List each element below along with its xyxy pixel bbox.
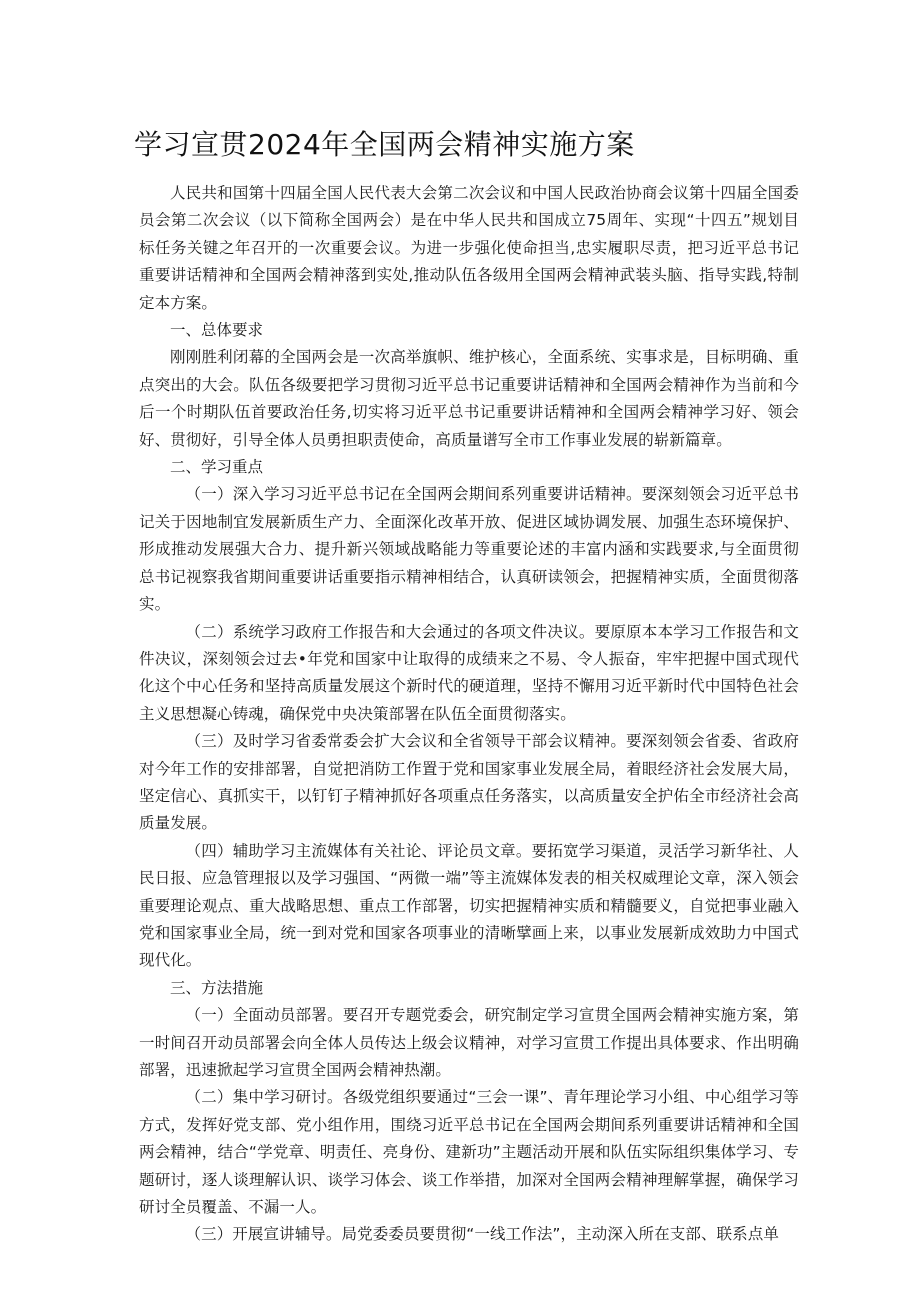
study-focus-item-4: （四）辅助学习主流媒体有关社论、评论员文章。要拓宽学习渠道，灵活学习新华社、人民日报、应急管理报以及学习强国、“两微一端”等主流媒体发表的相关权威理论文章，深入领会重要理论观点、重大战略思想、重点工作部署，切实把握精神实质和精髓要义，自觉把事业融入党和国家事业全局，统一到对党和国家各项事业的清晰擘画上来，以事业发展新成效助力中国式现代化。	[139, 841, 799, 970]
methods-item-3: （三）开展宣讲辅导。局党委委员要贯彻“一线工作法”，主动深入所在支部、联系点单	[185, 1225, 779, 1244]
intro-paragraph: 人民共和国第十四届全国人民代表大会第二次会议和中国人民政治协商会议第十四届全国委员会第二次会议（以下简称全国两会）是在中华人民共和国成立75周年、实现“十四五”规划目标任务关键之年召开的一次重要会议。为进一步强化使命担当,忠实履职尽责，把习近平总书记重要讲话精神和全国两会精神落到实处,推动队伍各级用全国两会精神武装头脑、指导实践,特制定本方案。	[139, 184, 799, 312]
study-focus-item-2: （二）系统学习政府工作报告和大会通过的各项文件决议。要原原本本学习工作报告和文件决议，深刻领会过去•年党和国家中让取得的成绩来之不易、令人振奋，牢牢把握中国式现代化这个中心任务和坚持高质量发展这个新时代的硬道理，坚持不懈用习近平新时代中国特色社会主义思想凝心铸魂，确保党中央决策部署在队伍全面贯彻落实。	[139, 622, 799, 723]
study-focus-item-1: （一）深入学习习近平总书记在全国两会期间系列重要讲话精神。要深刻领会习近平总书记关于因地制宜发展新质生产力、全面深化改革开放、促进区域协调发展、加强生态环境保护、形成推动发展强大合力、提升新兴领域战略能力等重要论述的丰富内涵和实践要求,与全面贯彻总书记视察我省期间重要讲话重要指示精神相结合，认真研读领会，把握精神实质，全面贯彻落实。	[139, 485, 799, 614]
methods-item-1: （一）全面动员部署。要召开专题党委会，研究制定学习宣贯全国两会精神实施方案，第一时间召开动员部署会向全体人员传达上级会议精神，对学习宣贯工作提出具体要求、作出明确部署，迅速掀起学习宣贯全国两会精神热潮。	[139, 1006, 799, 1079]
section-heading-study-focus: 二、学习重点	[170, 458, 264, 477]
methods-item-2: （二）集中学习研讨。各级党组织要通过“三会一课”、青年理论学习小组、中心组学习等方式，发挥好党支部、党小组作用，围绕习近平总书记在全国两会期间系列重要讲话精神和全国两会精神，结合“学党章、明责任、亮身份、建新功”主题活动开展和队伍实际组织集体学习、专题研讨，逐人谈理解认识、谈学习体会、谈工作举措，加深对全国两会精神理解掌握，确保学习研讨全员覆盖、不漏一人。	[139, 1088, 799, 1217]
section-heading-general-requirements: 一、总体要求	[170, 321, 264, 340]
study-focus-item-3: （三）及时学习省委常委会扩大会议和全省领导干部会议精神。要深刻领会省委、省政府对今年工作的安排部署，自觉把消防工作置于党和国家事业发展全局，着眼经济社会发展大局，坚定信心、真抓实干，以钉钉子精神抓好各项重点任务落实，以高质量安全护佑全市经济社会高质量发展。	[139, 732, 799, 833]
general-requirements-paragraph: 刚刚胜利闭幕的全国两会是一次高举旗帜、维护核心，全面系统、实事求是，目标明确、重点突出的大会。队伍各级要把学习贯彻习近平总书记重要讲话精神和全国两会精神作为当前和今后一个时期队伍首要政治任务,切实将习近平总书记重要讲话精神和全国两会精神学习好、领会好、贯彻好，引导全体人员勇担职责使命，高质量谱写全市工作事业发展的崭新篇章。	[139, 348, 799, 449]
document-body	[139, 180, 799, 1249]
section-heading-methods: 三、方法措施	[170, 978, 264, 997]
document-title: 学习宣贯2024年全国两会精神实施方案	[134, 128, 635, 161]
